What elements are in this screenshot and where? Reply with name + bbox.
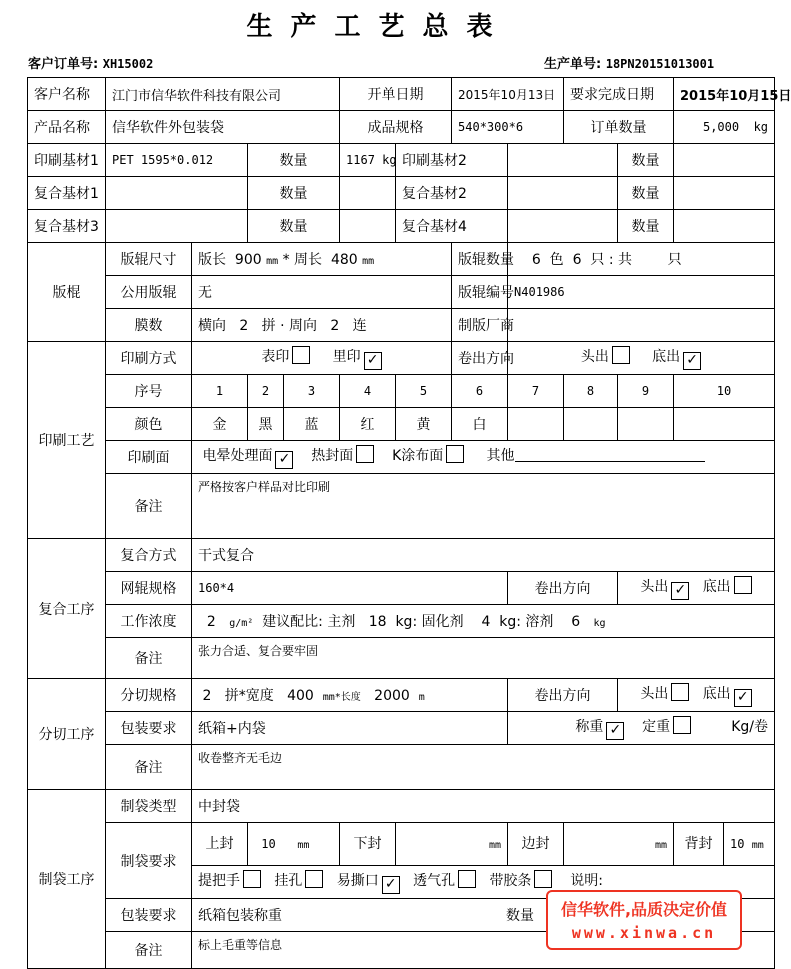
- color-cell[interactable]: [674, 408, 775, 441]
- seq-cell: 7: [508, 375, 564, 408]
- laminate-method[interactable]: 干式复合: [192, 539, 775, 572]
- section-plate: 版棍: [28, 243, 106, 342]
- order-no: 客户订单号: XH15002: [28, 57, 154, 72]
- other-field[interactable]: [515, 449, 705, 462]
- seq-cell: 1: [192, 375, 248, 408]
- seq-cell: 3: [284, 375, 340, 408]
- back-seal[interactable]: 10 mm: [724, 823, 775, 866]
- checkbox-hang[interactable]: [305, 870, 323, 888]
- edge-seal[interactable]: mm: [564, 823, 674, 866]
- color-cell[interactable]: 黄: [396, 408, 452, 441]
- checkbox-print-head[interactable]: [612, 346, 630, 364]
- color-cell[interactable]: [508, 408, 564, 441]
- color-cell[interactable]: 蓝: [284, 408, 340, 441]
- seq-cell: 8: [564, 375, 618, 408]
- bottom-seal[interactable]: mm: [396, 823, 508, 866]
- checkbox-tear[interactable]: ✓: [382, 876, 400, 894]
- production-no: 生产单号: 18PN20151013001: [544, 57, 715, 72]
- color-cell[interactable]: 白: [452, 408, 508, 441]
- process-table: 客户名称 江门市信华软件科技有限公司 开单日期 2015年10月13日 要求完成日期 2015年10月15日 产品名称 信华软件外包装袋 成品规格 540*300*6 订单数量 5,000 kg 印刷基材1 PET 1595*0.012 数量 1167 kg 印刷基材2 数量 复合基材1 数量 复合基材2 数量 复合基材3 数量 复合基材4 数量 版棍 版辊尺寸 版长 900 mm * 周长 480 mm 版辊数量 6 色 6 只 : 共 只 公用版辊 无 版辊编号 N401986 膜数 横向 2 拼 · 周向 2 连 制版厂商 印刷工艺 印刷方式 表印 里印 ✓ 卷出方向 头出 底出 ✓ 序号 1 2 3 4 5 6 7 8 9 10 颜色 金 黑 蓝 红 黄 白 印刷面 电晕处理面 ✓ 热封面 K涂布面 其他 备注 严格按客户样品对比印刷 复合工序 复合方式 干式复合 网辊规格 160*4 卷出方向 头出 ✓ 底出 工作浓度 2 g/m² 建议配比: 主剂 18 kg: 固化剂 4 kg: 溶剂 6 kg 备注 张力合适、复合要牢固 分切工序 分切规格 2 拼*宽度 400 mm*长度 2000 m 卷出方向 头出 底出 ✓ 包装要求 纸箱+内袋 称重 ✓ 定重 Kg/卷 备注 收卷整齐无毛边 制袋工序 制袋类型 中封袋 制袋要求 上封 10 mm 下封 mm 边封 mm 背封 10 mm 提把手 挂孔 易撕口 ✓ 透气孔 带胶条 说明: 包装要求 纸箱包装称重 数量 备注 标上毛重等信息: [27, 77, 775, 969]
- checkbox-heat[interactable]: [356, 445, 374, 463]
- checkbox-lam-bottom[interactable]: [734, 576, 752, 594]
- plate-number[interactable]: N401986: [508, 276, 775, 309]
- section-bag: 制袋工序: [28, 790, 106, 969]
- print-note[interactable]: 严格按客户样品对比印刷: [192, 474, 775, 539]
- page-title: 生产工艺总表: [246, 12, 511, 42]
- checkbox-handle[interactable]: [243, 870, 261, 888]
- product-name[interactable]: 信华软件外包装袋: [106, 111, 340, 144]
- checkbox-tape[interactable]: [534, 870, 552, 888]
- bag-pack[interactable]: 纸箱包装称重 数量: [192, 899, 775, 932]
- product-spec[interactable]: 540*300*6: [452, 111, 564, 144]
- slit-pack[interactable]: 纸箱+内袋: [192, 712, 508, 745]
- print-method: 表印 里印 ✓: [192, 342, 452, 375]
- roll-spec[interactable]: 160*4: [192, 572, 508, 605]
- checkbox-weigh[interactable]: ✓: [606, 722, 624, 740]
- order-qty[interactable]: 5,000 kg: [674, 111, 775, 144]
- section-slit: 分切工序: [28, 679, 106, 790]
- bag-note[interactable]: 标上毛重等信息: [192, 932, 775, 969]
- checkbox-k[interactable]: [446, 445, 464, 463]
- color-cell[interactable]: 金: [192, 408, 248, 441]
- color-cell[interactable]: 黑: [248, 408, 284, 441]
- checkbox-surface[interactable]: [292, 346, 310, 364]
- film-count[interactable]: 横向 2 拼 · 周向 2 连: [192, 309, 452, 342]
- section-print: 印刷工艺: [28, 342, 106, 539]
- seq-cell: 9: [618, 375, 674, 408]
- checkbox-inner[interactable]: ✓: [364, 352, 382, 370]
- checkbox-lam-head[interactable]: ✓: [671, 582, 689, 600]
- color-cell[interactable]: 红: [340, 408, 396, 441]
- laminate-note[interactable]: 张力合适、复合要牢固: [192, 638, 775, 679]
- checkbox-corona[interactable]: ✓: [275, 451, 293, 469]
- plate-count[interactable]: 6 色 6 只 : 共 只: [508, 243, 775, 276]
- print-material-1[interactable]: PET 1595*0.012: [106, 144, 248, 177]
- checkbox-slit-head[interactable]: [671, 683, 689, 701]
- plate-size[interactable]: 版长 900 mm * 周长 480 mm: [192, 243, 452, 276]
- seq-cell: 2: [248, 375, 284, 408]
- open-date[interactable]: 2015年10月13日: [452, 78, 564, 111]
- plate-maker[interactable]: [508, 309, 775, 342]
- top-seal[interactable]: 10 mm: [248, 823, 340, 866]
- slit-note[interactable]: 收卷整齐无毛边: [192, 745, 775, 790]
- seq-cell: 5: [396, 375, 452, 408]
- work-concentration[interactable]: 2 g/m² 建议配比: 主剂 18 kg: 固化剂 4 kg: 溶剂 6 kg: [192, 605, 775, 638]
- color-cell[interactable]: [564, 408, 618, 441]
- customer-label: 客户名称: [28, 78, 106, 111]
- checkbox-print-bottom[interactable]: ✓: [683, 352, 701, 370]
- common-plate[interactable]: 无: [192, 276, 452, 309]
- print-face: 电晕处理面 ✓ 热封面 K涂布面 其他: [192, 441, 775, 474]
- color-cell[interactable]: [618, 408, 674, 441]
- checkbox-vent[interactable]: [458, 870, 476, 888]
- due-date[interactable]: 2015年10月15日: [674, 78, 775, 111]
- watermark-logo: 信华软件,品质决定价值 www.xinwa.cn: [546, 890, 742, 950]
- section-laminate: 复合工序: [28, 539, 106, 679]
- bag-type[interactable]: 中封袋: [192, 790, 775, 823]
- checkbox-fixed[interactable]: [673, 716, 691, 734]
- seq-cell: 10: [674, 375, 775, 408]
- slit-spec[interactable]: 2 拼*宽度 400 mm*长度 2000 m: [192, 679, 508, 712]
- customer-name[interactable]: 江门市信华软件科技有限公司: [106, 78, 340, 111]
- seq-cell: 6: [452, 375, 508, 408]
- checkbox-slit-bottom[interactable]: ✓: [734, 689, 752, 707]
- seq-cell: 4: [340, 375, 396, 408]
